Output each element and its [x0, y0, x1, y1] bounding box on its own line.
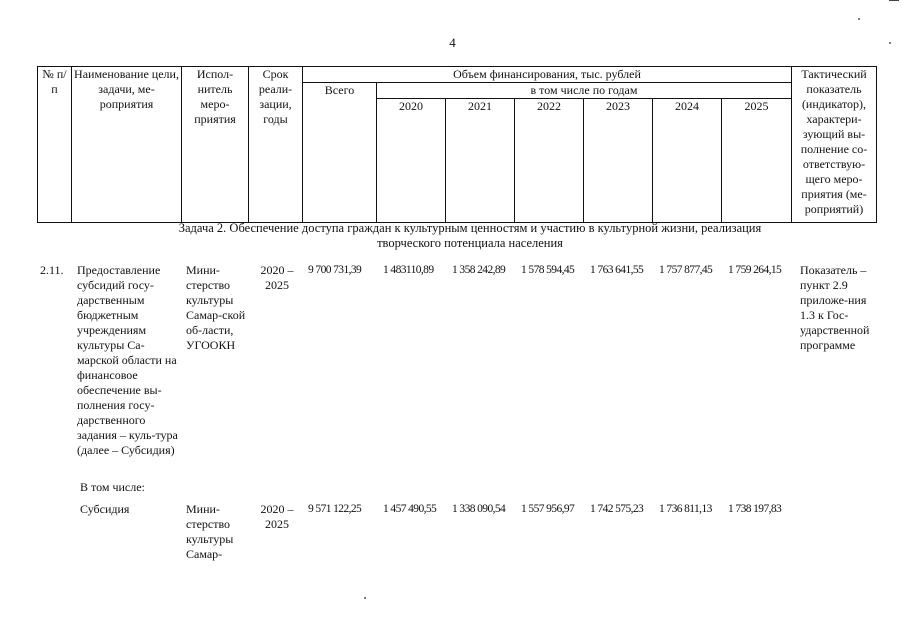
task-heading [120, 221, 820, 251]
executor: Мини-стерство культуры Самар-ской об-ласти, УГООКН [186, 263, 246, 352]
task-line: творческого потенциала населения [377, 236, 563, 250]
amount-2021: 1 338 090,54 [452, 503, 506, 515]
header-year: 2024 [653, 99, 722, 223]
header-no: № п/п [38, 67, 72, 223]
header-year: 2020 [377, 99, 446, 223]
activity-name: Субсидия [80, 502, 130, 516]
term: 2020 – 2025 [260, 263, 294, 292]
header-funding: Объем финансирования, тыс. рублей [303, 67, 792, 83]
row-number: 2.11. [40, 263, 64, 277]
total-amount: 9 571 122,25 [308, 503, 362, 515]
amount-2023: 1 742 575,23 [590, 503, 644, 515]
task-line: Задача 2. Обеспечение доступа граждан к культурным ценностям и участию в культурной жизни, реализация [178, 221, 762, 235]
header-table [37, 66, 877, 223]
header-indicator: Тактический показатель (индикатор), характери-зующий вы-полнение со-ответствую-щего меро-приятия (ме-роприятий) [792, 67, 877, 223]
header-term: Срок реали-зации, годы [249, 67, 303, 223]
scan-speck [364, 597, 366, 599]
amount-2023: 1 763 641,55 [590, 264, 644, 276]
header-by-years: в том числе по годам [377, 83, 792, 99]
header-total: Всего [303, 83, 377, 223]
activity-name: Предоставление субсидий госу-дарственным бюджетным учреждениям культуры Са-марской области на финансовое обеспечение вы-полнения госу-дарственного задания – куль-тура (далее – Субсидия) [77, 263, 178, 457]
executor: Мини-стерство культуры Самар- [186, 502, 234, 561]
corner-mark [889, 0, 899, 1]
header-year: 2022 [515, 99, 584, 223]
amount-2022: 1 578 594,45 [521, 264, 575, 276]
including-note: В том числе: [80, 480, 145, 494]
amount-2020: 1 483110,89 [383, 264, 434, 276]
scan-speck [858, 18, 860, 20]
amount-2021: 1 358 242,89 [452, 264, 506, 276]
page-number: 4 [449, 35, 456, 50]
amount-2025: 1 759 264,15 [728, 264, 782, 276]
total-amount: 9 700 731,39 [308, 264, 362, 276]
header-year: 2021 [446, 99, 515, 223]
header-executor: Испол-нитель меро-приятия [182, 67, 249, 223]
amount-2020: 1 457 490,55 [383, 503, 437, 515]
amount-2025: 1 738 197,83 [728, 503, 782, 515]
indicator: Показатель – пункт 2.9 приложе-ния 1.3 к Гос-ударственной программе [800, 263, 870, 352]
amount-2024: 1 736 811,13 [659, 503, 712, 515]
header-name: Наименование цели, задачи, ме-роприятия [72, 67, 182, 223]
amount-2024: 1 757 877,45 [659, 264, 713, 276]
header-year: 2023 [584, 99, 653, 223]
term: 2020 – 2025 [260, 502, 294, 531]
amount-2022: 1 557 956,97 [521, 503, 575, 515]
header-year: 2025 [722, 99, 792, 223]
